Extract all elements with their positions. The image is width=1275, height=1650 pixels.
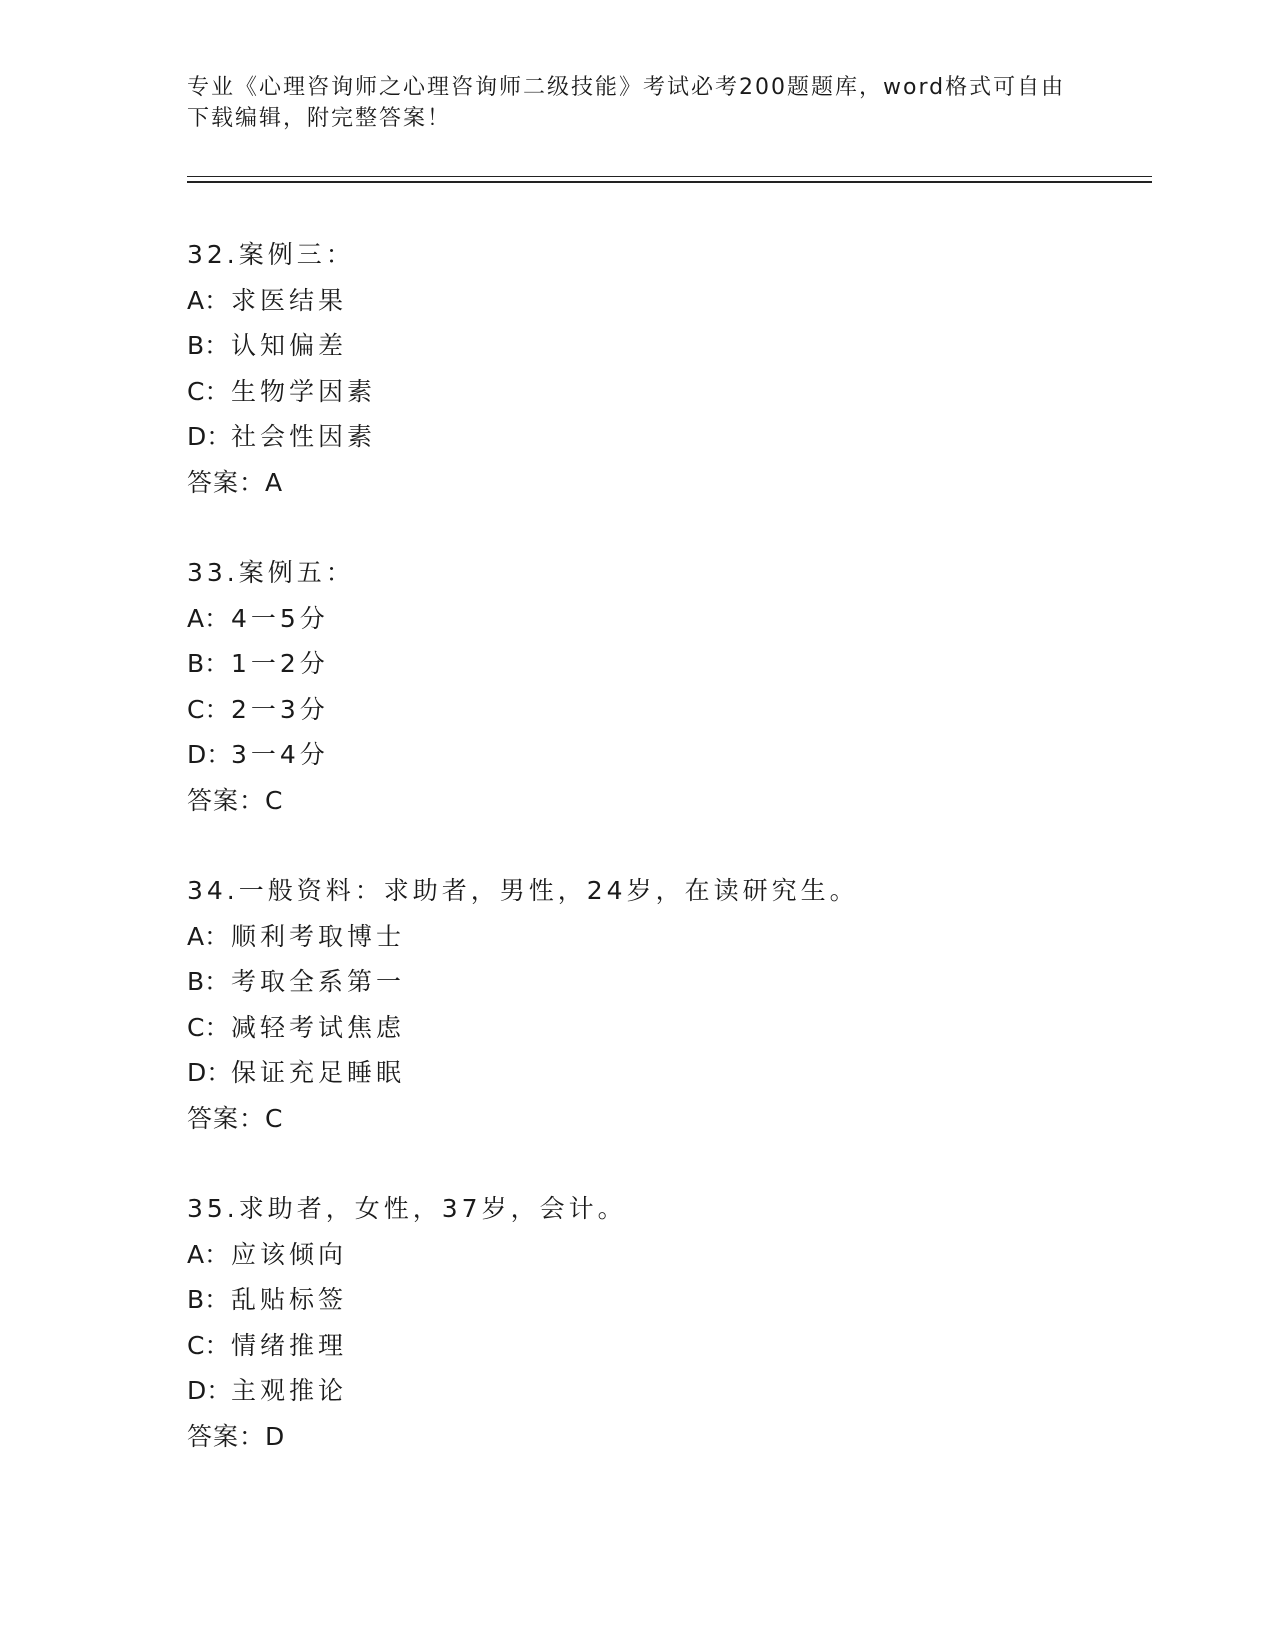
question-stem: 32.案例三： [187,240,355,269]
question-34 [187,868,1147,1142]
option-text: 考取全系第一 [231,967,406,997]
option-label: C： [187,1012,230,1042]
option-text: 主观推论 [231,1376,348,1406]
answer: 答案：D [187,1421,286,1451]
option-a [187,596,1147,642]
option-label: D： [187,1058,232,1088]
option-text: 乱贴标签 [231,1285,348,1315]
option-b [187,323,1147,369]
option-text: 保证充足睡眠 [231,1058,406,1088]
option-d [187,414,1147,460]
option-a [187,278,1147,324]
question-stem: 33.案例五： [187,558,355,587]
question-32 [187,232,1147,506]
option-d [187,1368,1147,1414]
option-label: C： [187,1330,230,1360]
option-label: B： [187,1285,230,1315]
option-b [187,1277,1147,1323]
option-text: 求医结果 [231,285,348,315]
option-text: 应该倾向 [231,1239,348,1269]
option-b [187,959,1147,1005]
option-text: 1一2分 [231,649,329,679]
option-label: A： [187,921,230,951]
option-label: B： [187,331,230,361]
option-text: 2一3分 [231,694,329,724]
option-c [187,1005,1147,1051]
option-a [187,914,1147,960]
option-text: 4一5分 [231,603,329,633]
option-text: 社会性因素 [231,422,377,452]
option-label: A： [187,285,230,315]
option-label: A： [187,603,230,633]
question-35 [187,1186,1147,1460]
option-label: D： [187,1376,232,1406]
option-label: C： [187,376,230,406]
option-c [187,1323,1147,1369]
answer: 答案：C [187,1103,284,1133]
option-text: 认知偏差 [231,331,348,361]
header-divider-bottom [187,181,1152,183]
option-label: D： [187,422,232,452]
answer: 答案：C [187,785,284,815]
option-c [187,369,1147,415]
option-text: 减轻考试焦虑 [231,1012,406,1042]
option-d [187,732,1147,778]
option-text: 3一4分 [231,740,329,770]
question-33 [187,550,1147,824]
question-stem: 35.求助者，女性，37岁，会计。 [187,1194,627,1223]
option-label: B： [187,649,230,679]
option-label: B： [187,967,230,997]
option-text: 顺利考取博士 [231,921,406,951]
option-c [187,687,1147,733]
option-label: A： [187,1239,230,1269]
answer: 答案：A [187,467,284,497]
header-divider-top [187,176,1152,177]
option-text: 情绪推理 [231,1330,348,1360]
option-label: C： [187,694,230,724]
document-header: 专业《心理咨询师之心理咨询师二级技能》考试必考200题题库，word格式可自由下载编辑，附完整答案！ [187,75,1066,131]
option-text: 生物学因素 [231,376,377,406]
option-b [187,641,1147,687]
option-label: D： [187,740,232,770]
option-d [187,1050,1147,1096]
option-a [187,1232,1147,1278]
question-stem: 34.一般资料：求助者，男性，24岁，在读研究生。 [187,876,859,905]
